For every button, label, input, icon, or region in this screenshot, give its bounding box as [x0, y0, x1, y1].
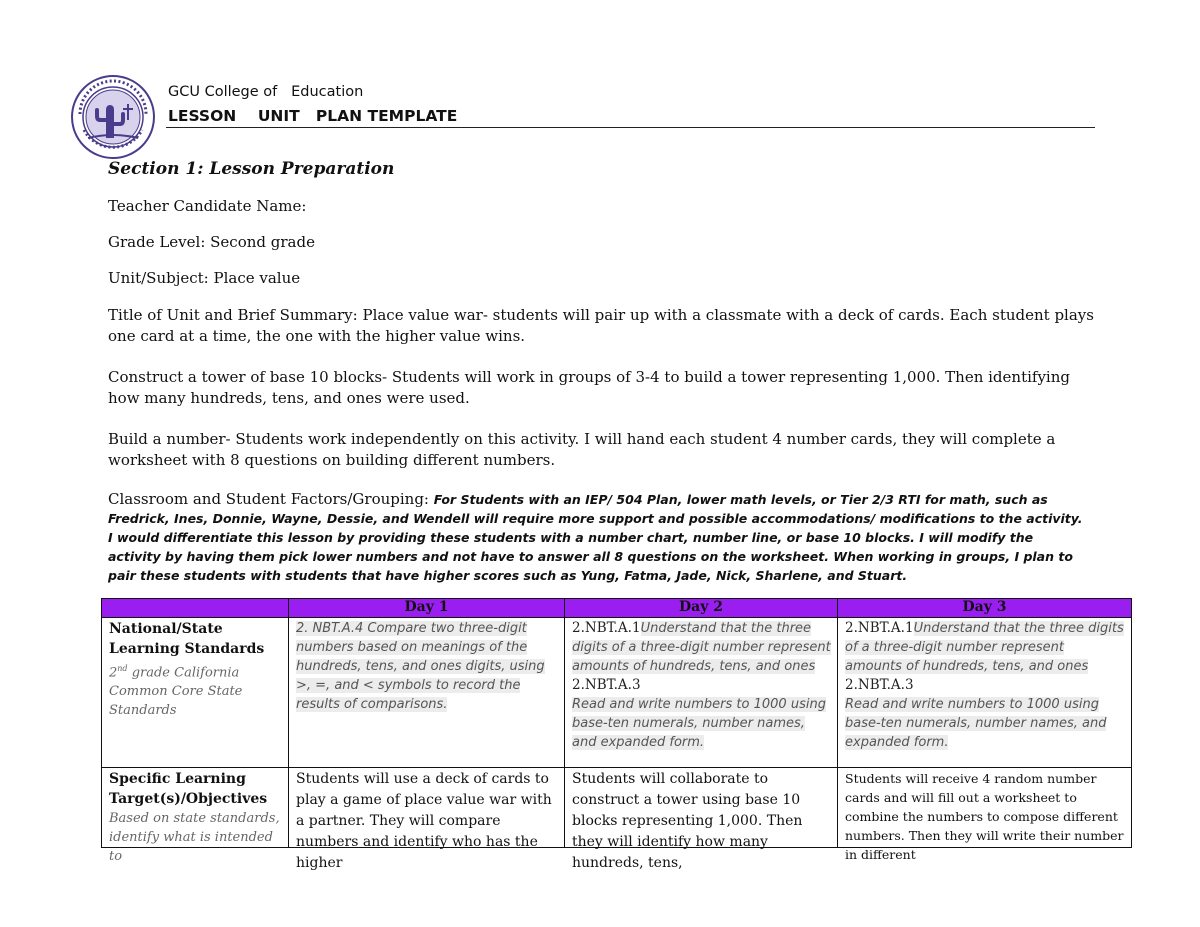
day-1-standards: [289, 618, 565, 768]
grade-level-field: Grade Level: Second grade: [108, 233, 315, 251]
table-row: [102, 768, 1132, 848]
day-2-objective: [565, 768, 838, 871]
day-3-objective-text: Students will receive 4 random number cards and will fill out a worksheet to combine the numbers to compose different numbers. Then they will write their number in different: [845, 771, 1124, 862]
day-3-standard-text-1: Understand that the three digits of a three-digit number represent amounts of hundreds, tens, and ones: [845, 621, 1124, 674]
day-3-standards: [838, 618, 1132, 768]
day-1-header: Day 1: [289, 599, 565, 618]
day-2-objective-text: Students will collaborate to construct a tower using base 10 blocks representing 1,000. Then they will identify how many hundreds, tens,: [572, 771, 803, 871]
construct-activity-text: Construct a tower of base 10 blocks- Students will work in groups of 3-4 to build a tower representing 1,000. Then identifying how many hundreds, tens, and ones were used.: [108, 368, 1070, 407]
day-2-standard-code-2: 2.NBT.A.3: [572, 677, 641, 693]
day-3-standard-code-1: 2.NBT.A.1: [845, 620, 914, 636]
classroom-factors-note: For Students with an IEP/ 504 Plan, lower math levels, or Tier 2/3 RTI for math, such as Fredrick, Ines, Donnie, Wayne, Dessie, and Wendell will require more support and possible accommodations/ modifications to the activity. I would differentiate this lesson by providing these students with a number chart, number line, or base 10 blocks. I will modify the activity by having them pick lower numbers and not have to answer all 8 questions on the worksheet. When working in groups, I plan to pair these students with students that have higher scores such as Yung, Fatma, Jade, Nick, Sharlene, and Stuart.: [108, 492, 1083, 583]
classroom-factors-label: Classroom and Student Factors/Grouping:: [108, 490, 434, 508]
template-title: LESSON UNIT PLAN TEMPLATE: [168, 107, 458, 125]
table-header-blank: [102, 599, 289, 618]
standards-subtitle-text: grade California Common Core State Standards: [109, 665, 243, 719]
build-number-activity-text: Build a number- Students work independently on this activity. I will hand each student 4 number cards, they will complete a worksheet with 8 questions on building different numbers.: [108, 430, 1056, 469]
day-3-standard-code-2: 2.NBT.A.3: [845, 677, 914, 693]
day-2-header: Day 2: [565, 599, 838, 618]
day-3-objective: [838, 768, 1132, 862]
objectives-row-label: [102, 768, 289, 864]
day-1-objective: [289, 768, 565, 871]
standards-subtitle-grade: 2: [109, 665, 118, 681]
day-2-standards: [565, 618, 838, 768]
university-seal-icon: [70, 74, 156, 160]
table-row: [102, 618, 1132, 768]
day-3-standard-text-2: Read and write numbers to 1000 using base-ten numerals, number names, and expanded form.: [845, 697, 1107, 750]
unit-summary-field: Title of Unit and Brief Summary: Place value war- students will pair up with a classmate with a deck of cards. Each student plays one card at a time, the one with the higher value wins.: [108, 306, 1094, 345]
lesson-plan-table: [101, 598, 1132, 871]
objectives-subtitle: Based on state standards, identify what is intended to: [109, 811, 280, 864]
college-name: GCU College of Education: [168, 84, 364, 100]
unit-subject-field: Unit/Subject: Place value: [108, 269, 301, 287]
table-header-row: [102, 599, 1132, 618]
teacher-name-field: Teacher Candidate Name:: [108, 197, 307, 215]
classroom-factors-field: [108, 490, 1083, 585]
objectives-heading: Specific Learning Target(s)/Objectives: [109, 771, 268, 807]
day-3-header: Day 3: [838, 599, 1132, 618]
standards-subtitle: [109, 659, 282, 720]
day-2-standard-text-1: Understand that the three digits of a three-digit number represent amounts of hundreds, tens, and ones: [572, 621, 831, 674]
header-rule: [166, 127, 1095, 128]
day-2-standard-text-2: Read and write numbers to 1000 using base-ten numerals, number names, and expanded form.: [572, 697, 826, 750]
day-1-standard-text: 2. NBT.A.4 Compare two three-digit numbers based on meanings of the hundreds, tens, and ones digits, using >, =, and < symbols to record the results of comparisons.: [296, 621, 545, 712]
standards-row-label: [102, 618, 289, 768]
section-title: Section 1: Lesson Preparation: [108, 159, 395, 179]
day-1-objective-text: Students will use a deck of cards to play a game of place value war with a partner. They will compare numbers and identify who has the higher: [296, 771, 552, 871]
day-2-standard-code-1: 2.NBT.A.1: [572, 620, 641, 636]
standards-heading: National/State Learning Standards: [109, 621, 265, 657]
standards-subtitle-suffix: nd: [117, 664, 128, 673]
